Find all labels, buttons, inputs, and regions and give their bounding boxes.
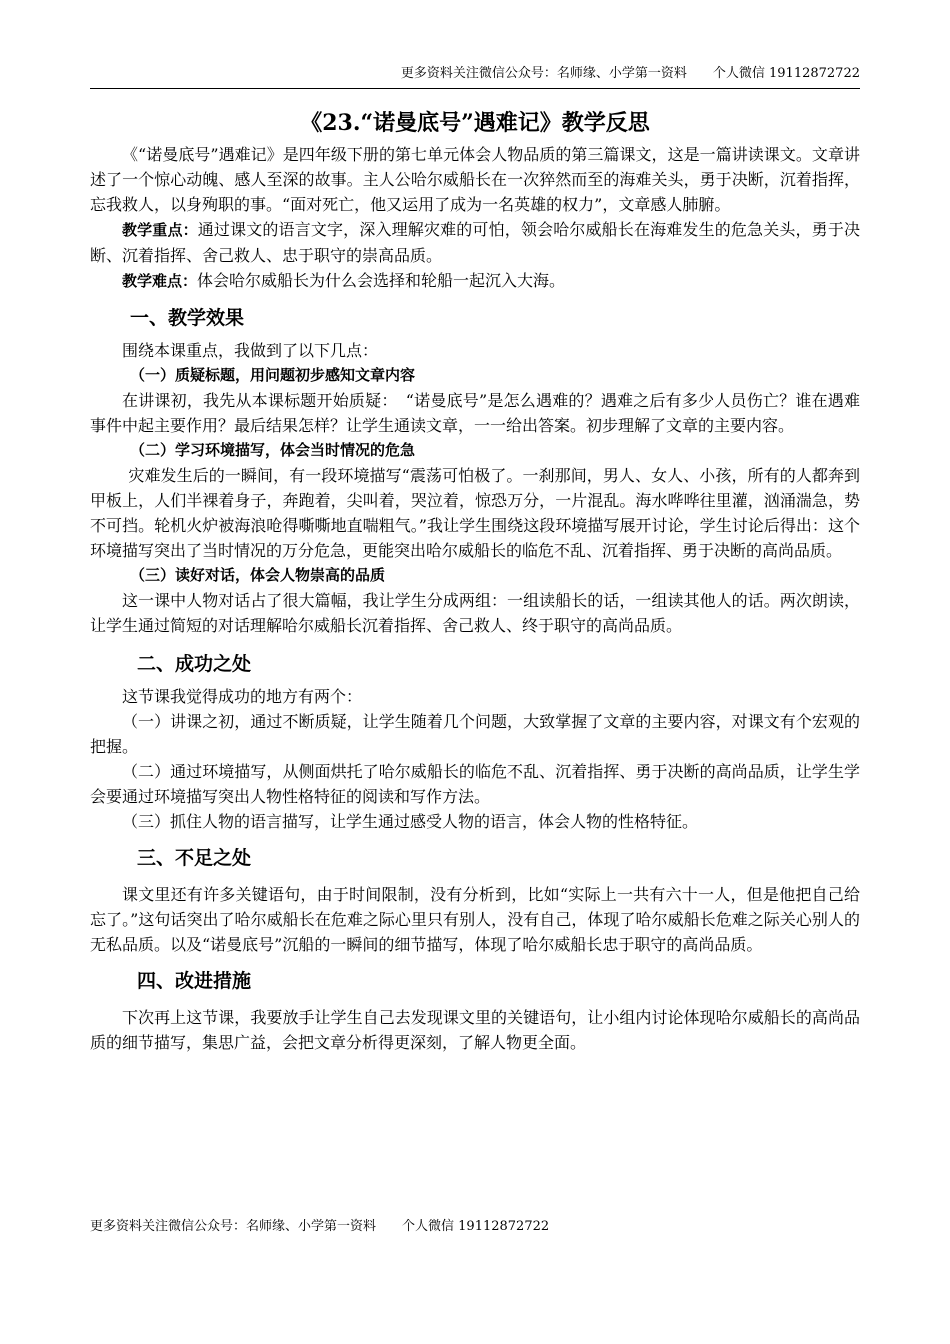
section1-sub2-text: 灾难发生后的一瞬间，有一段环境描写“震荡可怕极了。一刹那间，男人、女人、小孩，所有的人都奔到甲板上，人们半裸着身子，奔跑着，尖叫着，哭泣着，惊恐万分，一片混乱。海水哗哗往里灌，汹涌湍急，势不可挡。轮机火炉被海浪呛得嘶嘶地直喘粗气。”我让学生围绕这段环境描写展开讨论，学生讨论后得出：这个环境描写突出了当时情况的万分危急，更能突出哈尔威船长的临危不乱、沉着指挥、勇于决断的高尚品质。: [90, 466, 860, 560]
section1-sub1-heading: （一）质疑标题，用问题初步感知文章内容: [130, 366, 416, 384]
footer-public-account: 更多资料关注微信公众号：名师缘、小学第一资料: [90, 1219, 377, 1234]
document-body: [90, 104, 860, 1055]
document-title: 《23.“诺曼底号”遇难记》教学反思: [300, 110, 650, 136]
section1-heading: 一、教学效果: [130, 307, 245, 329]
section1-sub3-text: 这一课中人物对话占了很大篇幅，我让学生分成两组：一组读船长的话，一组读其他人的话。两次朗读，让学生通过简短的对话理解哈尔威船长沉着指挥、舍己救人、终于职守的高尚品质。: [90, 591, 860, 635]
section1-sub2-heading: （二）学习环境描写，体会当时情况的危急: [130, 441, 416, 459]
section2-lead: 这节课我觉得成功的地方有两个：: [122, 687, 363, 706]
page-header: [90, 64, 860, 89]
section3-heading: 三、不足之处: [137, 847, 252, 869]
difficulty-paragraph: [90, 268, 860, 294]
page-footer: [90, 1217, 549, 1237]
section1-sub3-heading: （三）读好对话，体会人物崇高的品质: [130, 566, 386, 584]
section2-item1: （一）讲课之初，通过不断质疑，让学生随着几个问题，大致掌握了文章的主要内容，对课文有个宏观的把握。: [90, 712, 860, 756]
key-point-label: 教学重点：: [122, 221, 198, 239]
section4-text: 下次再上这节课，我要放手让学生自己去发现课文里的关键语句，让小组内讨论体现哈尔威船长的高尚品质的细节描写，集思广益，会把文章分析得更深刻，了解人物更全面。: [90, 1008, 860, 1052]
intro-paragraph: 《“诺曼底号”遇难记》是四年级下册的第七单元体会人物品质的第三篇课文，这是一篇讲读课文。文章讲述了一个惊心动魄、感人至深的故事。主人公哈尔威船长在一次猝然而至的海难关头，勇于决断，沉着指挥，忘我救人，以身殉职的事。“面对死亡，他又运用了成为一名英雄的权力”，文章感人肺腑。: [90, 145, 860, 214]
section2-item2: （二）通过环境描写，从侧面烘托了哈尔威船长的临危不乱、沉着指挥、勇于决断的高尚品质，让学生学会要通过环境描写突出人物性格特征的阅读和写作方法。: [90, 762, 860, 806]
difficulty-text: 体会哈尔威船长为什么会选择和轮船一起沉入大海。: [197, 271, 566, 290]
section1-sub1-text: 在讲课初，我先从本课标题开始质疑： “诺曼底号”是怎么遇难的？遇难之后有多少人员伤亡？谁在遇难事件中起主要作用？最后结果怎样？让学生通读文章，一一给出答案。初步理解了文章的主要内容。: [90, 391, 860, 435]
header-public-account: 更多资料关注微信公众号：名师缘、小学第一资料: [400, 66, 687, 81]
section2-item3: （三）抓住人物的语言描写，让学生通过感受人物的语言，体会人物的性格特征。: [122, 812, 699, 831]
key-point-text: 通过课文的语言文字，深入理解灾难的可怕，领会哈尔威船长在海难发生的危急关头，勇于决断、沉着指挥、舍己救人、忠于职守的崇高品质。: [90, 220, 860, 265]
section1-lead: 围绕本课重点，我做到了以下几点：: [122, 341, 379, 360]
header-wechat: 个人微信 19112872722: [712, 66, 860, 81]
section3-text: 课文里还有许多关键语句，由于时间限制，没有分析到，比如“实际上一共有六十一人，但是他把自己给忘了。”这句话突出了哈尔威船长在危难之际心里只有别人，没有自己，体现了哈尔威船长危难之际关心别人的无私品质。以及“诺曼底号”沉船的一瞬间的细节描写，体现了哈尔威船长忠于职守的高尚品质。: [90, 885, 860, 954]
section4-heading: 四、改进措施: [137, 970, 252, 992]
section2-heading: 二、成功之处: [137, 653, 252, 675]
difficulty-label: 教学难点：: [122, 272, 198, 290]
key-point-paragraph: [90, 217, 860, 268]
footer-wechat: 个人微信 19112872722: [402, 1219, 550, 1234]
